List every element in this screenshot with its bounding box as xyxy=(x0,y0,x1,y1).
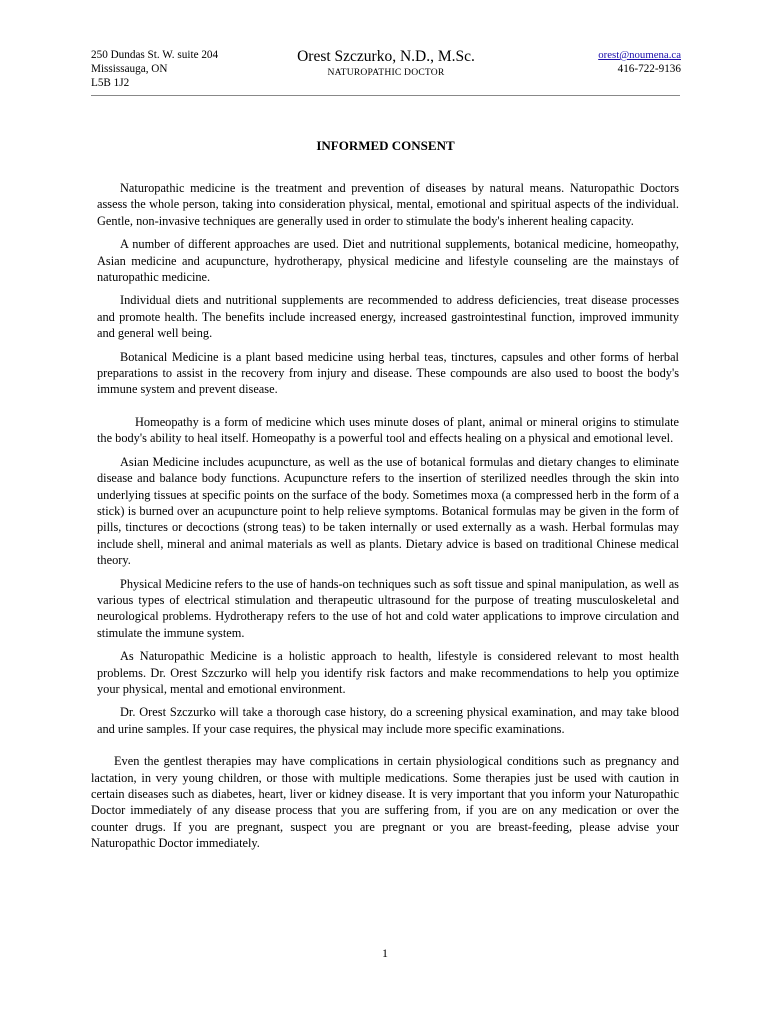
page-number: 1 xyxy=(382,946,388,960)
address-line: Mississauga, ON xyxy=(91,63,168,75)
document-body xyxy=(91,180,679,852)
paragraph: Naturopathic medicine is the treatment and prevention of diseases by natural means. Naturopathic Doctors assess the whole person, taking into consideration physical, mental, emotional and spiritual aspects of the individual. Gentle, non-invasive techniques are generally used in order to stimulate the body's inherent healing capacity. xyxy=(97,181,679,228)
paragraph: A number of different approaches are used. Diet and nutritional supplements, botanical medicine, homeopathy, Asian medicine and acupuncture, hydrotherapy, physical medicine and lifestyle counseling are the mainstays of naturopathic medicine. xyxy=(97,237,679,285)
email-link[interactable]: orest@noumena.ca xyxy=(598,49,681,61)
clinic-address xyxy=(91,48,218,90)
paragraph: As Naturopathic Medicine is a holistic approach to health, lifestyle is considered relevant to most health problems. Dr. Orest Szczurko will help you identify risk factors and make recommendations to help you optimize your physical, mental and emotional environment. xyxy=(97,649,679,696)
doctor-name: Orest Szczurko, N.D., M.Sc. xyxy=(297,48,475,65)
paragraph: Physical Medicine refers to the use of hands-on techniques such as soft tissue and spinal manipulation, as well as various types of electrical stimulation and therapeutic ultrasound for the purpose of treating musculoskeletal and neurological problems. Hydrotherapy refers to the use of hot and cold water applications to improve circulation and stimulate the immune system. xyxy=(97,576,679,640)
phone-number: 416-722-9136 xyxy=(617,63,681,75)
doctor-role: NATUROPATHIC DOCTOR xyxy=(327,67,445,78)
doctor-block xyxy=(241,48,531,79)
paragraph: Individual diets and nutritional supplements are recommended to address deficiencies, treat disease processes and promote health. The benefits include increased energy, increased gastrointestinal function, improved immunity and general well being. xyxy=(97,293,679,341)
document-title: INFORMED CONSENT xyxy=(316,138,455,153)
address-line: L5B 1J2 xyxy=(91,77,130,89)
paragraph: Dr. Orest Szczurko will take a thorough case history, do a screening physical examination, and may take blood and urine samples. If your case requires, the physical may include more specific examinations. xyxy=(97,705,679,736)
address-line: 250 Dundas St. W. suite 204 xyxy=(91,49,219,61)
paragraph: Even the gentlest therapies may have complications in certain physiological conditions such as pregnancy and lactation, in very young children, or those with multiple medications. Some therapies just be used with caution in certain diseases such as diabetes, heart, liver or kidney disease. It is very important that you inform your Naturopathic Doctor immediately of any disease process that you are suffering from, if you are on any medication or over the counter drugs. If you are pregnant, suspect you are pregnant or you are breast-feeding, please advise your Naturopathic Doctor immediately. xyxy=(91,754,679,851)
letterhead xyxy=(91,48,681,94)
header-divider xyxy=(91,95,680,96)
paragraph: Asian Medicine includes acupuncture, as well as the use of botanical formulas and dietary changes to eliminate disease and balance body functions. Acupuncture refers to the insertion of sterilized needles through the skin into underlying tissues at specific points on the surface of the body. Sometimes moxa (a compressed herb in the form of a stick) is burned over an acupuncture point to help relieve symptoms. Botanical formulas may be given in the form of pills, tinctures or decoctions (strong teas) to be taken internally or used externally as a wash. Herbal formulas may include shell, mineral and animal materials as well as plants. Dietary advice is based on traditional Chinese medical theory. xyxy=(97,454,679,568)
paragraph: Homeopathy is a form of medicine which uses minute doses of plant, animal or mineral origins to stimulate the body's ability to heal itself. Homeopathy is a powerful tool and effects healing on a physical and emotional level. xyxy=(97,414,679,446)
paragraph: Botanical Medicine is a plant based medicine using herbal teas, tinctures, capsules and other forms of herbal preparations to assist in the recovery from injury and disease. These compounds are also used to boost the body's immune system and prevent disease. xyxy=(97,349,679,397)
contact-info xyxy=(598,48,681,76)
